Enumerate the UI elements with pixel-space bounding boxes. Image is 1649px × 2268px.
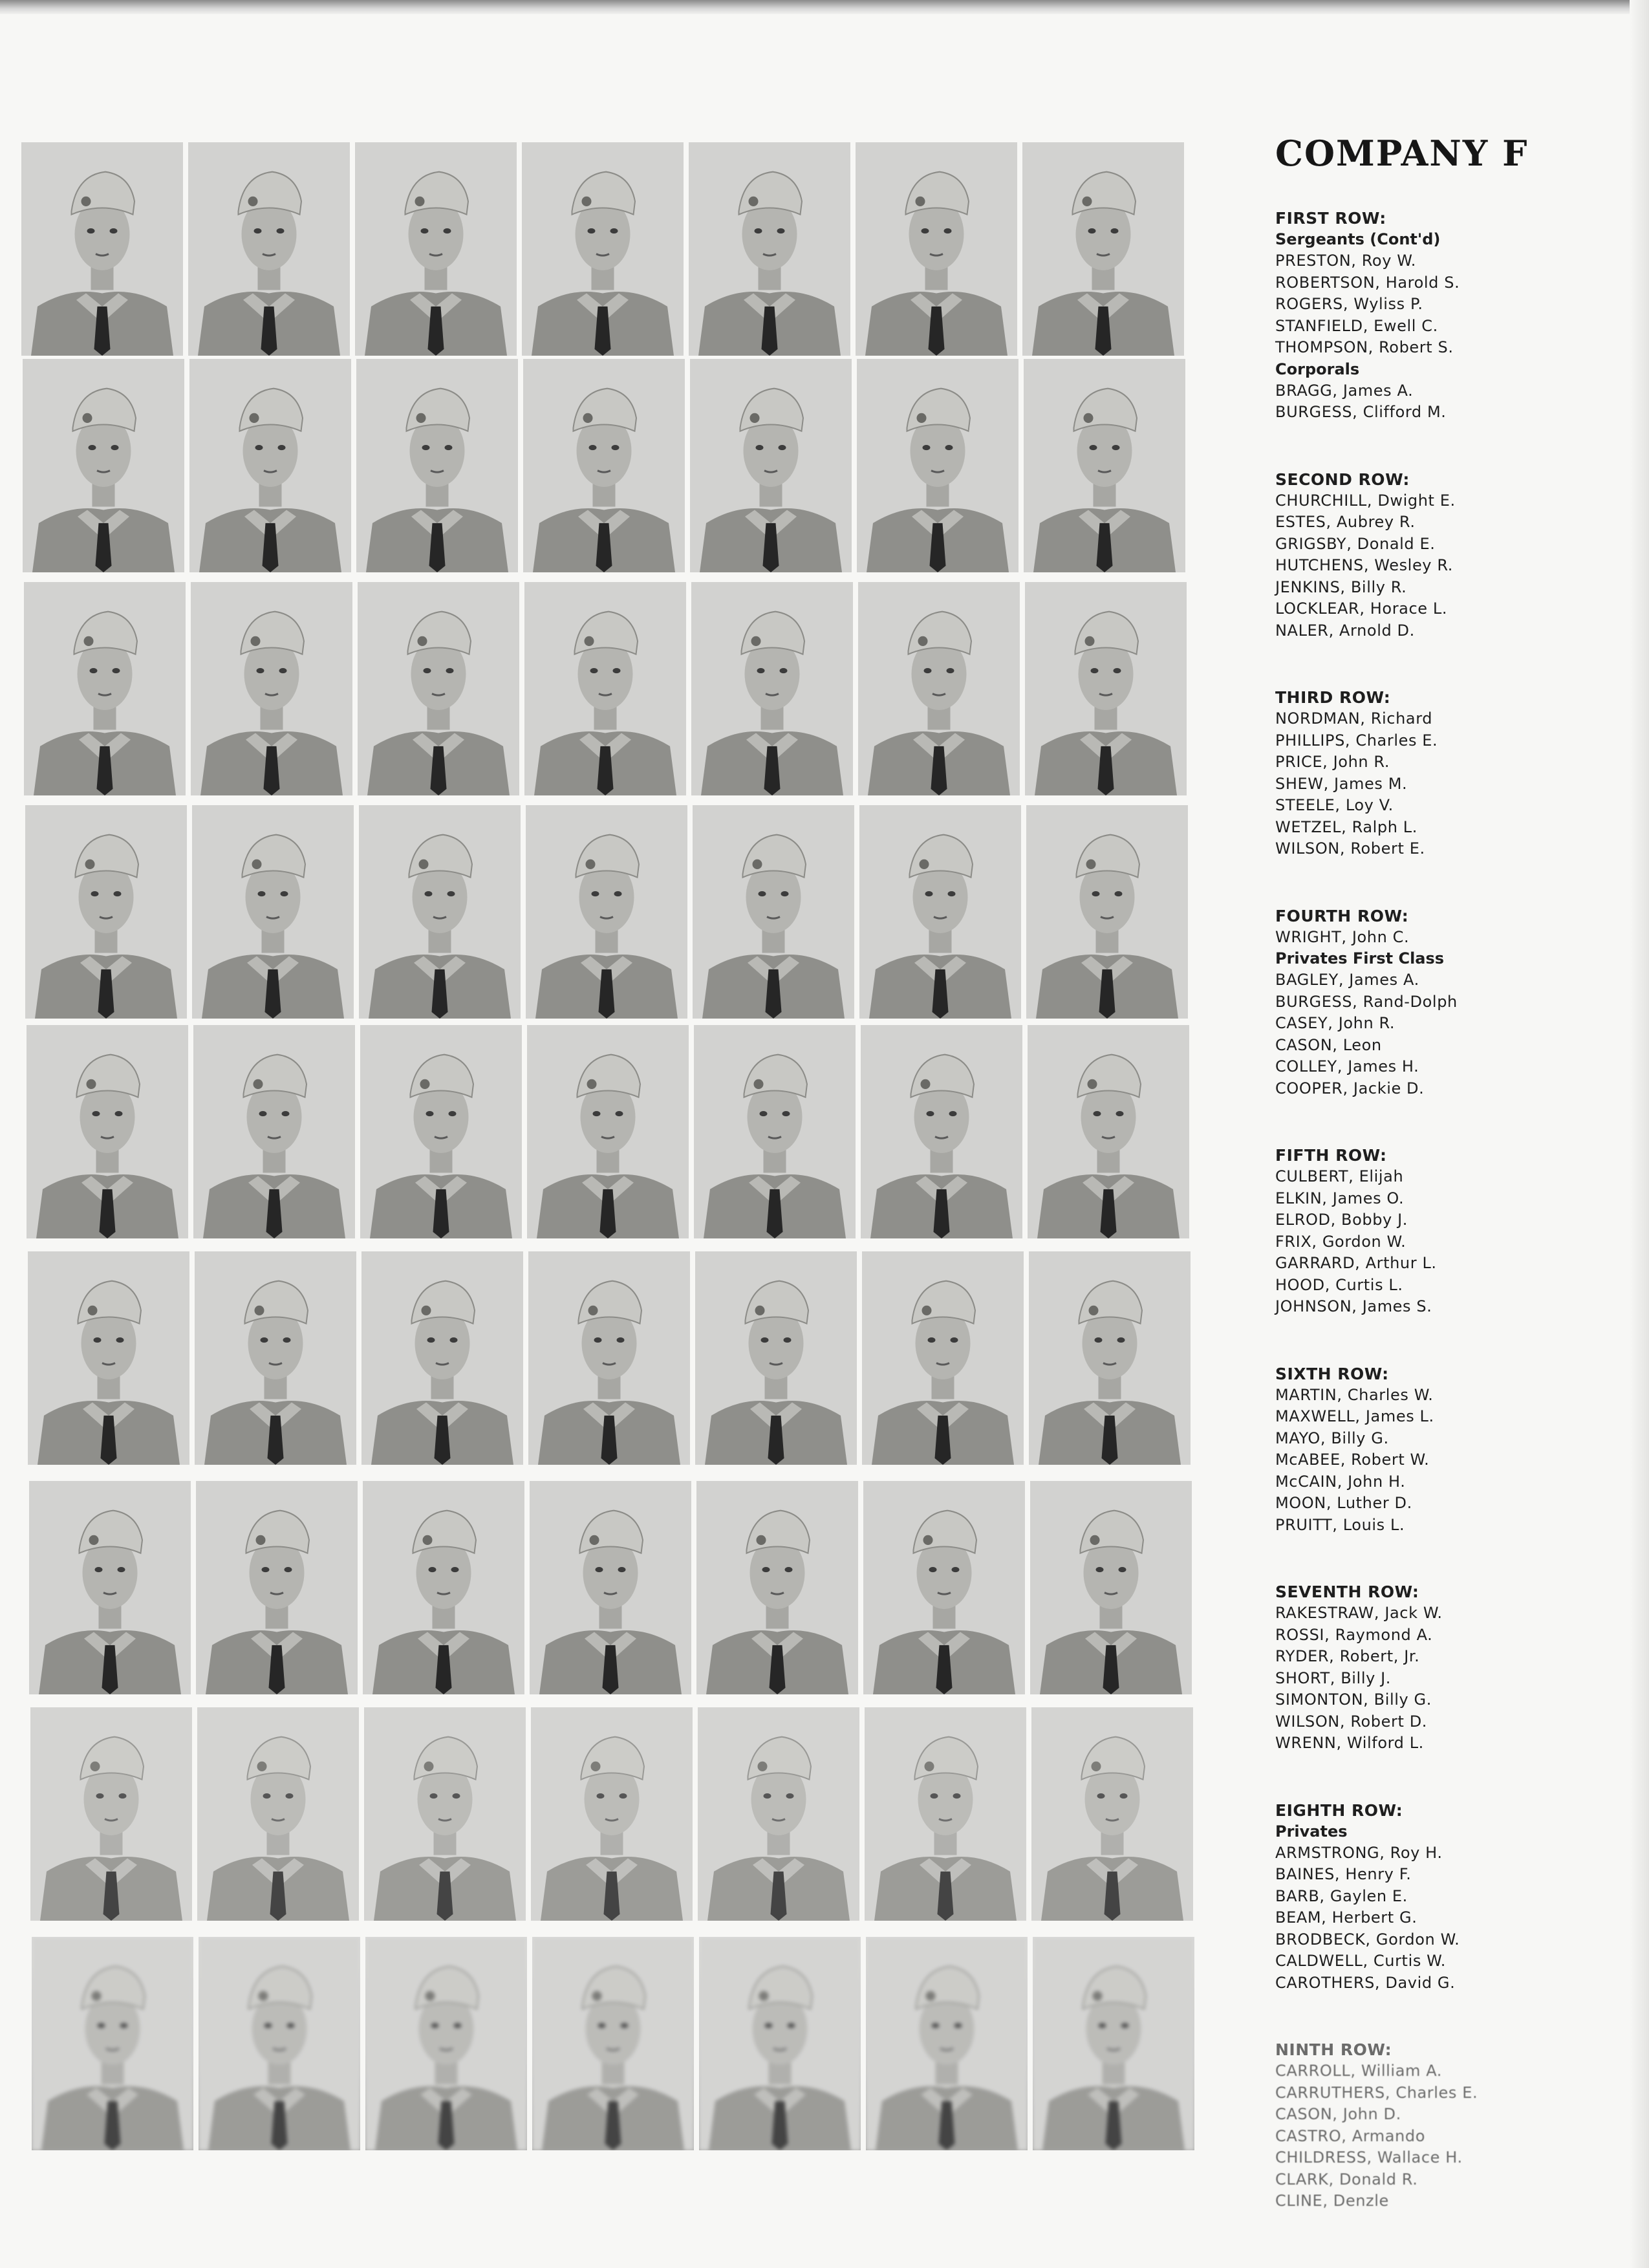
soldier-portrait (23, 359, 184, 572)
roster-name: CLARK, Donald R. (1275, 2170, 1418, 2188)
roster-name: RAKESTRAW, Jack W. (1275, 1604, 1443, 1622)
roster-name: SIMONTON, Billy G. (1275, 1690, 1432, 1709)
soldier-portrait (1026, 805, 1188, 1019)
soldier-portrait (522, 142, 684, 356)
soldier-portrait (25, 805, 187, 1019)
roster-name: ROGERS, Wyliss P. (1275, 295, 1423, 313)
roster-name: JENKINS, Billy R. (1275, 578, 1407, 596)
roster-name: BRODBECK, Gordon W. (1275, 1930, 1460, 1949)
soldier-portrait (29, 1481, 191, 1694)
roster-name: CASTRO, Armando (1275, 2126, 1425, 2145)
roster-name: CASEY, John R. (1275, 1014, 1396, 1032)
roster-name: COLLEY, James H. (1275, 1057, 1419, 1075)
soldier-portrait (360, 1025, 522, 1238)
soldier-portrait (195, 1251, 356, 1465)
roster-name: ESTES, Aubrey R. (1275, 513, 1416, 531)
company-title: COMPANY F (1275, 133, 1529, 174)
roster-name: ELROD, Bobby J. (1275, 1211, 1408, 1229)
soldier-portrait (196, 1481, 358, 1694)
row-heading: FIFTH ROW: (1275, 1146, 1387, 1165)
row-heading: SIXTH ROW: (1275, 1364, 1389, 1383)
roster-name: FRIX, Gordon W. (1275, 1232, 1406, 1251)
soldier-portrait (691, 582, 853, 795)
roster-name: WETZEL, Ralph L. (1275, 817, 1417, 836)
soldier-portrait (363, 1481, 524, 1694)
soldier-portrait (866, 1937, 1028, 2150)
soldier-portrait (197, 1707, 359, 1921)
rank-heading: Privates First Class (1275, 949, 1445, 967)
roster-name: BAGLEY, James A. (1275, 971, 1419, 989)
roster-name: ROBERTSON, Harold S. (1275, 273, 1460, 292)
rank-heading: Privates (1275, 1822, 1348, 1841)
roster-name: CAROTHERS, David G. (1275, 1973, 1456, 1992)
roster-name: CLINE, Denzle (1275, 2192, 1389, 2210)
soldier-portrait (364, 1707, 526, 1921)
soldier-portrait (865, 1707, 1026, 1921)
scan-right-edge (1630, 0, 1649, 2268)
roster-name: MOON, Luther D. (1275, 1494, 1412, 1512)
soldier-portrait (355, 142, 517, 356)
soldier-portrait (859, 805, 1021, 1019)
roster-name: CALDWELL, Curtis W. (1275, 1952, 1446, 1970)
roster-name: ROSSI, Raymond A. (1275, 1625, 1433, 1644)
roster-name: CHURCHILL, Dwight E. (1275, 491, 1456, 510)
roster-name: HOOD, Curtis L. (1275, 1275, 1403, 1294)
roster-name: RYDER, Robert, Jr. (1275, 1647, 1420, 1665)
soldier-portrait (1031, 1707, 1193, 1921)
soldier-portrait (531, 1707, 693, 1921)
soldier-portrait (689, 142, 850, 356)
roster-name: WRENN, Wilford L. (1275, 1734, 1424, 1752)
soldier-portrait (858, 582, 1020, 795)
rank-heading: Sergeants (Cont'd) (1275, 230, 1441, 248)
roster-name: PRESTON, Roy W. (1275, 252, 1417, 270)
row-heading: SEVENTH ROW: (1275, 1582, 1419, 1601)
roster-name: ELKIN, James O. (1275, 1189, 1405, 1207)
roster-name: CASON, Leon (1275, 1035, 1382, 1054)
soldier-portrait (356, 359, 518, 572)
soldier-portrait (693, 805, 854, 1019)
soldier-portrait (358, 582, 519, 795)
soldier-portrait (861, 1025, 1022, 1238)
roster-name: GRIGSBY, Donald E. (1275, 534, 1436, 553)
row-heading: THIRD ROW: (1275, 688, 1391, 707)
soldier-portrait (21, 142, 183, 356)
soldier-portrait (527, 1025, 689, 1238)
soldier-portrait (188, 142, 350, 356)
roster-name: McABEE, Robert W. (1275, 1451, 1430, 1469)
soldier-portrait (27, 1025, 188, 1238)
soldier-portrait (191, 582, 352, 795)
soldier-portrait (690, 359, 852, 572)
roster-row-section (1275, 905, 1560, 1100)
soldier-portrait (857, 359, 1018, 572)
roster-column (1275, 133, 1560, 2258)
roster-name: THOMPSON, Robert S. (1275, 338, 1454, 356)
roster-name: GARRARD, Arthur L. (1275, 1254, 1437, 1272)
roster-row-section (1275, 1800, 1560, 1994)
soldier-portrait (528, 1251, 690, 1465)
roster-sections (1275, 208, 1560, 2212)
roster-row-section (1275, 687, 1560, 860)
row-heading: NINTH ROW: (1275, 2040, 1392, 2059)
roster-name: NORDMAN, Richard (1275, 709, 1433, 728)
soldier-portrait (359, 805, 521, 1019)
roster-name: WILSON, Robert E. (1275, 839, 1425, 858)
soldier-portrait (28, 1251, 189, 1465)
row-heading: FIRST ROW: (1275, 209, 1386, 228)
roster-row-section (1275, 1581, 1560, 1755)
roster-name: PRICE, John R. (1275, 753, 1390, 771)
roster-name: BURGESS, Clifford M. (1275, 403, 1447, 421)
soldier-portrait (199, 1937, 360, 2150)
roster-name: HUTCHENS, Wesley R. (1275, 556, 1453, 574)
roster-name: CASON, John D. (1275, 2105, 1401, 2123)
roster-name: BURGESS, Rand-Dolph (1275, 992, 1458, 1011)
soldier-portrait (526, 805, 687, 1019)
roster-name: SHEW, James M. (1275, 774, 1408, 793)
roster-name: MARTIN, Charles W. (1275, 1385, 1434, 1404)
soldier-portrait (1022, 142, 1184, 356)
roster-name: BARB, Gaylen E. (1275, 1886, 1408, 1905)
roster-name: CHILDRESS, Wallace H. (1275, 2148, 1463, 2166)
soldier-portrait (862, 1251, 1024, 1465)
roster-name: STEELE, Loy V. (1275, 796, 1394, 814)
roster-name: WRIGHT, John C. (1275, 927, 1410, 946)
soldier-portrait (694, 1025, 856, 1238)
roster-name: ARMSTRONG, Roy H. (1275, 1843, 1443, 1862)
roster-row-section (1275, 208, 1560, 424)
soldier-portrait (699, 1937, 861, 2150)
roster-name: BRAGG, James A. (1275, 381, 1414, 400)
roster-row-section (1275, 469, 1560, 642)
soldier-portrait (1024, 359, 1185, 572)
roster-name: BEAM, Herbert G. (1275, 1908, 1417, 1927)
row-heading: SECOND ROW: (1275, 470, 1410, 489)
soldier-portrait (863, 1481, 1025, 1694)
soldier-portrait (695, 1251, 857, 1465)
roster-name: PHILLIPS, Charles E. (1275, 731, 1438, 750)
roster-name: WILSON, Robert D. (1275, 1712, 1428, 1731)
soldier-portrait (532, 1937, 694, 2150)
roster-name: JOHNSON, James S. (1275, 1297, 1432, 1315)
soldier-portrait (1028, 1025, 1189, 1238)
soldier-portrait (524, 582, 686, 795)
roster-row-section (1275, 1145, 1560, 1318)
roster-name: CARROLL, William A. (1275, 2062, 1443, 2080)
soldier-portrait (193, 1025, 355, 1238)
soldier-portrait (30, 1707, 192, 1921)
soldier-portrait (530, 1481, 691, 1694)
soldier-portrait (1030, 1481, 1192, 1694)
soldier-portrait (1033, 1937, 1194, 2150)
rank-heading: Corporals (1275, 360, 1360, 378)
roster-name: MAXWELL, James L. (1275, 1407, 1434, 1425)
soldier-portrait (1025, 582, 1187, 795)
roster-row-section (1275, 1363, 1560, 1537)
soldier-portrait (192, 805, 354, 1019)
soldier-portrait (1029, 1251, 1191, 1465)
soldier-portrait (365, 1937, 527, 2150)
roster-name: SHORT, Billy J. (1275, 1669, 1392, 1687)
row-heading: FOURTH ROW: (1275, 906, 1409, 925)
soldier-portrait (856, 142, 1017, 356)
soldier-portrait (189, 359, 351, 572)
row-heading: EIGHTH ROW: (1275, 1800, 1403, 1820)
soldier-portrait (698, 1707, 859, 1921)
roster-name: NALER, Arnold D. (1275, 621, 1415, 640)
roster-name: LOCKLEAR, Horace L. (1275, 599, 1448, 618)
roster-name: MAYO, Billy G. (1275, 1429, 1389, 1447)
roster-name: PRUITT, Louis L. (1275, 1515, 1405, 1534)
soldier-portrait (361, 1251, 523, 1465)
roster-name: STANFIELD, Ewell C. (1275, 316, 1438, 335)
roster-name: McCAIN, John H. (1275, 1472, 1406, 1491)
soldier-portrait (696, 1481, 858, 1694)
soldier-portrait (523, 359, 685, 572)
roster-name: COOPER, Jackie D. (1275, 1079, 1425, 1097)
roster-name: CULBERT, Elijah (1275, 1167, 1404, 1185)
soldier-portrait (32, 1937, 193, 2150)
roster-name: CARRUTHERS, Charles E. (1275, 2083, 1478, 2102)
roster-name: BAINES, Henry F. (1275, 1865, 1412, 1883)
soldier-portrait (24, 582, 186, 795)
roster-row-section (1275, 2039, 1560, 2212)
